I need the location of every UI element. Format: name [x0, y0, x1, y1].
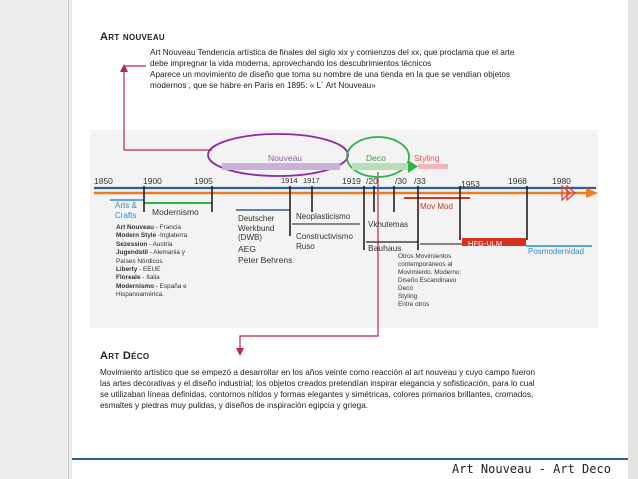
art-nouveau-line: modernos , que se habre en Paris en 1895: « L´ Art Nouveau»: [150, 81, 376, 90]
nouveau-connector-arrowhead: [120, 64, 128, 72]
otros-line: Diseño Escandinavo: [398, 277, 457, 284]
year-label: 1980: [552, 176, 571, 186]
year-label: 1900: [143, 176, 162, 186]
constructivismo-line: Constructivismo: [296, 232, 353, 241]
art-deco-line: Movimiento artístico que se empezó a desarrollar en los años veinte como reacción al art nouveau y cuyo campo fueron: [100, 368, 536, 377]
deutscher-label: [238, 214, 274, 243]
list-item: Modernismo - España e: [116, 282, 187, 290]
list-item: Países Nórdicos: [116, 257, 163, 265]
hfg-ulm-label: HFG-ULM: [468, 239, 503, 248]
arts-crafts-line: Arts &: [115, 201, 137, 210]
footer-rule: [72, 458, 628, 460]
year-label: /20: [366, 176, 378, 186]
constructivismo-line: Ruso: [296, 241, 315, 251]
art-deco-line: las artes decorativas y el diseño industrial; los objetos creados pretendían inspirar elegancia y sofisticación, para lo cual: [100, 379, 535, 388]
deutscher-line: Deutscher: [238, 214, 275, 223]
bauhaus-label: Bauhaus: [368, 243, 402, 253]
vkhutemas-label: Vkhutemas: [368, 220, 409, 229]
deutscher-line: (DWB): [238, 233, 262, 242]
posmodernidad-label: Posmodernidad: [528, 247, 585, 256]
year-label: 1917: [303, 176, 320, 185]
style-deco-label: Deco: [366, 153, 386, 163]
aeg-label: AEG: [238, 244, 256, 254]
year-label: 1919: [342, 176, 361, 186]
year-label: 1850: [94, 176, 113, 186]
year-label: 1905: [194, 176, 213, 186]
art-deco-line: se utilizaban líneas definidas, contornos nítidos y formas elegantes y simétricas, colores primarios brillantes, cromados,: [100, 390, 534, 399]
styling-band: [418, 164, 448, 169]
deco-band: [352, 163, 408, 170]
art-deco-title: Art Déco: [100, 350, 150, 362]
constructivismo-label: [296, 232, 353, 251]
otros-line: contemporáneos al: [398, 261, 453, 268]
year-label: /33: [414, 176, 426, 186]
arts-crafts-label: [115, 201, 137, 221]
art-nouveau-line: Art Nouveau Tendencia artística de finales del siglo xix y comienzos del xx, que proclama que el arte: [150, 48, 515, 57]
list-item: Floreale - Italia: [116, 274, 160, 282]
year-label: 1968: [508, 176, 527, 186]
art-nouveau-line: Aparece un movimiento de diseño que toma su nombre de una tienda en la que se vendían objetos: [150, 70, 511, 79]
list-item: Sezession - Austria: [116, 240, 173, 248]
modernismo-label: Modernismo: [152, 207, 199, 217]
list-item: Hispanoamérica.: [116, 291, 164, 299]
nouveau-band: [222, 163, 340, 170]
neoplasticismo-label: Neoplasticismo: [296, 212, 351, 221]
year-label: 1953: [461, 179, 480, 189]
deco-connector-arrowhead: [236, 348, 244, 356]
deutscher-line: Werkbund: [238, 223, 275, 233]
otros-line: Decó: [398, 285, 413, 292]
list-item: Liberty - EEUE: [116, 266, 161, 274]
style-nouveau-label: Nouveau: [268, 153, 303, 163]
art-deco-line: esmaltes y piedras muy pulidas, y diseños de inspiración egipcia y griega.: [100, 401, 369, 410]
otros-line: Entre otros: [398, 301, 430, 308]
footer-title: Art Nouveau - Art Deco: [452, 462, 611, 476]
art-nouveau-title: Art nouveau: [100, 31, 165, 43]
art-nouveau-line: debe impregnar la vida moderna, aprovechando los descubrimientos técnicos: [150, 59, 432, 68]
nouveau-variants-list: [116, 224, 187, 300]
list-item: Modern Style -Inglaterra: [116, 232, 188, 240]
otros-line: Styling: [398, 293, 418, 300]
otros-movimientos-list: [398, 253, 461, 309]
behrens-label: Peter Behrens: [238, 255, 293, 265]
year-label: /30: [395, 176, 407, 186]
otros-line: Otros Movimientos: [398, 253, 452, 260]
style-styling-label: Styling: [414, 153, 440, 163]
arts-crafts-line: Crafts: [115, 211, 137, 220]
mov-mod-label: Mov Mod: [420, 202, 453, 211]
list-item: Art Nouveau - Francia: [116, 224, 181, 231]
list-item: Jugendstil - Alemania y: [116, 249, 185, 257]
otros-line: Movimiento. Moderno:: [398, 269, 462, 276]
year-label: 1914: [281, 176, 298, 185]
art-deco-paragraph: [100, 367, 584, 411]
